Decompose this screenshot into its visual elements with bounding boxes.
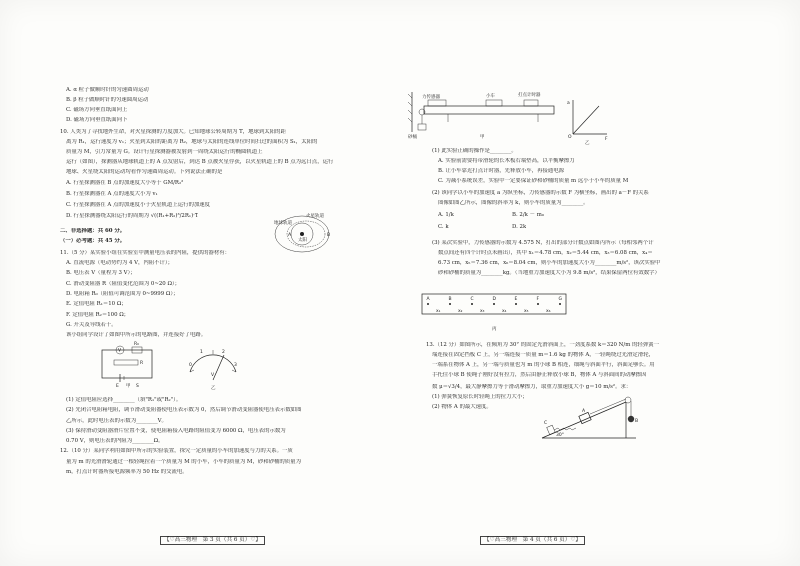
right-text-line: D. 2k [512, 224, 527, 230]
left-text-line: C. 磁场方向垂直纸面向上 [66, 107, 128, 113]
tape-point [493, 303, 495, 305]
right-text-line: A. 实验前需要将带滑轮的长木板右端垫高，以平衡摩擦力 [438, 158, 575, 164]
left-text-line: C. 行星探测器在 A 点的加速度小于火星轨道上运行的加速度 [66, 202, 211, 208]
left-text-line: A. α 粒子做顺时针的匀速圆周运动 [66, 87, 149, 93]
right-text-line: C. k [438, 224, 449, 230]
ticker-tape [420, 288, 568, 332]
left-text-line: （一）必考题：共 45 分。 [60, 238, 126, 244]
orbit-label-a: A [288, 233, 292, 238]
graph-label-yi: 乙 [585, 141, 590, 146]
incline-label-c: C [544, 421, 548, 426]
left-text-line: B. 行星探测器在 A 点的速度大小为 v₁ [66, 191, 158, 197]
right-text-line: (1) 弹簧恢复原长时轻绳上的拉力大小； [432, 394, 528, 400]
tape-segment-label: x₅ [524, 309, 529, 314]
graph-label-o: O [568, 135, 572, 140]
tape-point-label: G [558, 297, 562, 302]
right-text-line: 端连接在固定挡板 C 上，另一端连接一质量 m＝1.6 kg 的物体 A，一轻绳绕过光滑定滑轮， [432, 352, 654, 358]
incline-diagram [540, 392, 640, 444]
circuit-label-jia: 甲 [126, 384, 131, 389]
right-text-line: A. 1/k [438, 212, 454, 218]
left-text-line: A. 行星探测器在 B 点的加速度大小等于 GM/R₂² [66, 180, 184, 186]
left-text-line: 量为 m 的光滑滑轮通过一根轻绳拉着一个质量为 M 的小车，小车的质量为 M，砂和砂桶的质量为 [66, 459, 301, 465]
right-text-line: 手托住小球 B 使绳子刚好没有拉力，然后由静止释放小球 B，物体 A 与斜面间的动摩擦因 [432, 372, 647, 378]
left-text-line: 地球、火星绕太阳的运动均看作匀速圆周运动。下列说法正确的是 [66, 169, 223, 175]
right-text-line: (2) 该同学以小车的加速度 a 为纵坐标，力传感器的示数 F 为横坐标，画出的 a－F 的关系 [432, 190, 649, 196]
left-text-line: 离为 R₁，运行速度为 v₁；火星到太阳的距离为 R₂，地球与太阳的连线单位时间扫过的面积为 S₁，太阳的 [66, 139, 318, 145]
tape-point [537, 303, 539, 305]
sun-icon [300, 232, 304, 236]
right-text-line: (1) 此实验正确的操作是________。 [432, 148, 517, 154]
tape-point-label: D [492, 297, 496, 302]
left-text-line: D. 磁场方向垂直纸面向下 [66, 117, 128, 123]
apparatus-label-bucket: 砂桶 [408, 135, 417, 140]
left-text-line: D. 行星探测器绕太阳运行的周期为 √((R₁+R₂)³/2R₁)·T [66, 213, 199, 219]
tape-point-label: E [514, 297, 518, 302]
right-text-line: B. 2/k － m₀ [512, 212, 544, 218]
tape-point [559, 303, 561, 305]
right-text-line: B. 让小车靠近打点计时器，先释放小车，再接通电源 [438, 168, 564, 174]
right-text-line: C. 为减小系统误差，实验中一定要保证砂和砂桶的质量 m 远小于小车的质量 M [438, 178, 629, 184]
left-text-line: 11.（5 分）某实验小组在实验室中测量电压表的内阻，提供的器材有： [60, 250, 231, 256]
tape-segment-label: x₆ [546, 309, 551, 314]
right-text-line: 13.（12 分）如图所示，在倾角为 30° 的固定光滑斜面上，一劲度系数 k＝320 N/m 的轻弹簧一 [426, 342, 659, 348]
left-text-line: A. 直流电源（电动势约为 4 V，内阻不计）； [66, 260, 174, 266]
incline-label-b: B [635, 419, 639, 424]
left-text-line: 10. 人类为了寻找地外生命，对火星探测的力度加大。已知地球公转周期为 T，地球到太阳的距 [60, 129, 286, 135]
right-text-line: (2) 物体 A 的最大速度。 [432, 404, 492, 410]
right-text-line: 图像如图乙所示，图像的斜率为 k，则小车的质量为________。 [438, 200, 589, 206]
left-text-line: B. 电压表 V（量程为 3 V）； [66, 270, 136, 276]
left-text-line: 该小组同学设计了如图甲所示的电路图，并连接好了电路。 [66, 332, 207, 338]
orbit-label-b: B [327, 233, 331, 238]
left-text-line: E. 定值电阻 R₁＝10 Ω； [66, 301, 127, 307]
left-text-line: (1) 定值电阻应选择________（填"R₁"或"R₂"）。 [66, 397, 182, 403]
right-text-line: (3) 某次实验中，力传感器的示数为 4.575 N，打出的部分计数点如图丙所示（每相邻两个计 [432, 240, 654, 246]
tape-point-label: B [448, 297, 452, 302]
orbit-label-mars: 火星轨道 [306, 214, 324, 219]
right-text-line: 数 μ＝√3/4，最大静摩擦力等于滑动摩擦力，取重力加速度大小 g＝10 m/s²。求： [432, 384, 632, 390]
orbit-label-earth: 地球轨道 [274, 221, 292, 226]
right-page [400, 0, 800, 566]
incline-label-angle: 30° [556, 433, 564, 438]
left-text-line: 乙所示，此时电压表的示数为________V。 [66, 418, 167, 424]
tape-point-label: F [536, 297, 540, 302]
left-text-line: 二、非选择题：共 60 分。 [60, 228, 126, 234]
tape-point-label: C [470, 297, 474, 302]
orbit-diagram [272, 212, 332, 254]
tape-point [427, 303, 429, 305]
meter-label-yi: 乙 [211, 386, 216, 391]
circuit-label-e: E [116, 384, 119, 389]
tape-segment-label: x₁ [436, 309, 441, 314]
left-text-line: (2) 先闭合电阻箱电阻，调节滑动变阻器使电压表示数为 0，然后调节滑动变阻器使电压表示数如图 [66, 407, 302, 413]
orbit-label-sun: 太阳 [298, 238, 307, 243]
graph-label-f: F [605, 137, 608, 142]
left-text-line: 运行（如图），探测器从地球轨道上的 A 点发射后，到达 B 点被火星俘获，以火星轨道上的 B 点为远日点，运行 [66, 159, 334, 165]
circuit-label-s: S [136, 384, 139, 389]
apparatus-label-cart: 小车 [486, 94, 495, 99]
left-text-line: G. 开关及导线若干。 [66, 322, 117, 328]
apparatus-label-jia: 甲 [480, 135, 485, 140]
left-page-footer: 【♡高三物理 第 3 页（共 6 页）♡】 [160, 536, 265, 545]
tape-point [515, 303, 517, 305]
meter-tick-1: 1 [200, 350, 203, 355]
left-text-line: D. 电阻箱 R₀（阻值可调范围为 0~9999 Ω）； [66, 291, 179, 297]
left-text-line: 质量为 M，引力常量为 G。设计行星探测器被发射到一周绕太阳运行的椭圆轨道上 [66, 149, 263, 155]
apparatus-label-sensor: 力传感器 [422, 95, 440, 100]
tape-segment-label: x₃ [480, 309, 485, 314]
tape-point [471, 303, 473, 305]
right-text-line: 一端系在物体 A 上，另一端与质量也为 m 的小球 B 相连，细绳与斜面平行，斜面足够长。用 [432, 362, 655, 368]
apparatus-label-timer: 打点计时器 [518, 93, 541, 98]
left-text-line: C. 滑动变阻器 R（阻值变化范围为 0~20 Ω）； [66, 281, 180, 287]
circuit-label-r: R [140, 361, 144, 366]
meter-tick-0: 0 [189, 363, 192, 368]
right-text-line: 砂和砂桶的质量为________kg。（当地重力加速度大小为 9.8 m/s²，结果保留两位有效数字） [438, 270, 660, 276]
left-text-line: 12.（10 分）某同学利用如图甲所示的实验装置，探究一定质量的小车的加速度与力的关系。一质 [60, 448, 293, 454]
a-f-graph [565, 98, 611, 144]
incline-label-a: A [582, 409, 586, 414]
tape-segment-label: x₂ [458, 309, 463, 314]
voltmeter-dial [186, 346, 240, 390]
tape-segment-label: x₄ [502, 309, 507, 314]
left-text-line: F. 定值电阻 R₂＝100 Ω； [66, 312, 130, 318]
left-text-line: B. β 粒子做顺时针的匀速圆周运动 [66, 97, 149, 103]
left-text-line: (3) 保持滑动变阻器滑片位置不变，使电阻箱接入电路的阻值变为 6000 Ω，电压表的示数为 [66, 428, 286, 434]
tape-point [449, 303, 451, 305]
meter-label-v: V [211, 373, 215, 378]
tape-label-bing: 丙 [492, 327, 497, 332]
right-page-footer: 【♡高三物理 第 4 页（共 6 页）♡】 [480, 536, 585, 545]
tape-point-label: A [426, 297, 430, 302]
meter-tick-3: 3 [234, 363, 237, 368]
apparatus-diagram [408, 92, 558, 144]
right-text-line: 6.73 cm，x₅＝7.36 cm，x₆＝8.04 cm，则小车的加速度大小为________m/s²，该次实验中 [438, 260, 661, 266]
left-text-line: m，打点计时器所接电源频率为 50 Hz 的交流电。 [66, 469, 188, 475]
left-text-line: 0.70 V，则电压表的内阻为________Ω。 [66, 438, 164, 444]
graph-label-a: a [567, 101, 570, 106]
circuit-label-r0: R₀ [134, 342, 139, 347]
circuit-diagram [96, 344, 158, 388]
meter-tick-2: 2 [222, 350, 225, 355]
right-text-line: 数点间还有四个计时点未画出），其中 x₁＝4.78 cm，x₂＝5.44 cm，x₃＝6.08 cm，x₄＝ [438, 250, 653, 256]
circuit-label-v: V [118, 348, 122, 354]
